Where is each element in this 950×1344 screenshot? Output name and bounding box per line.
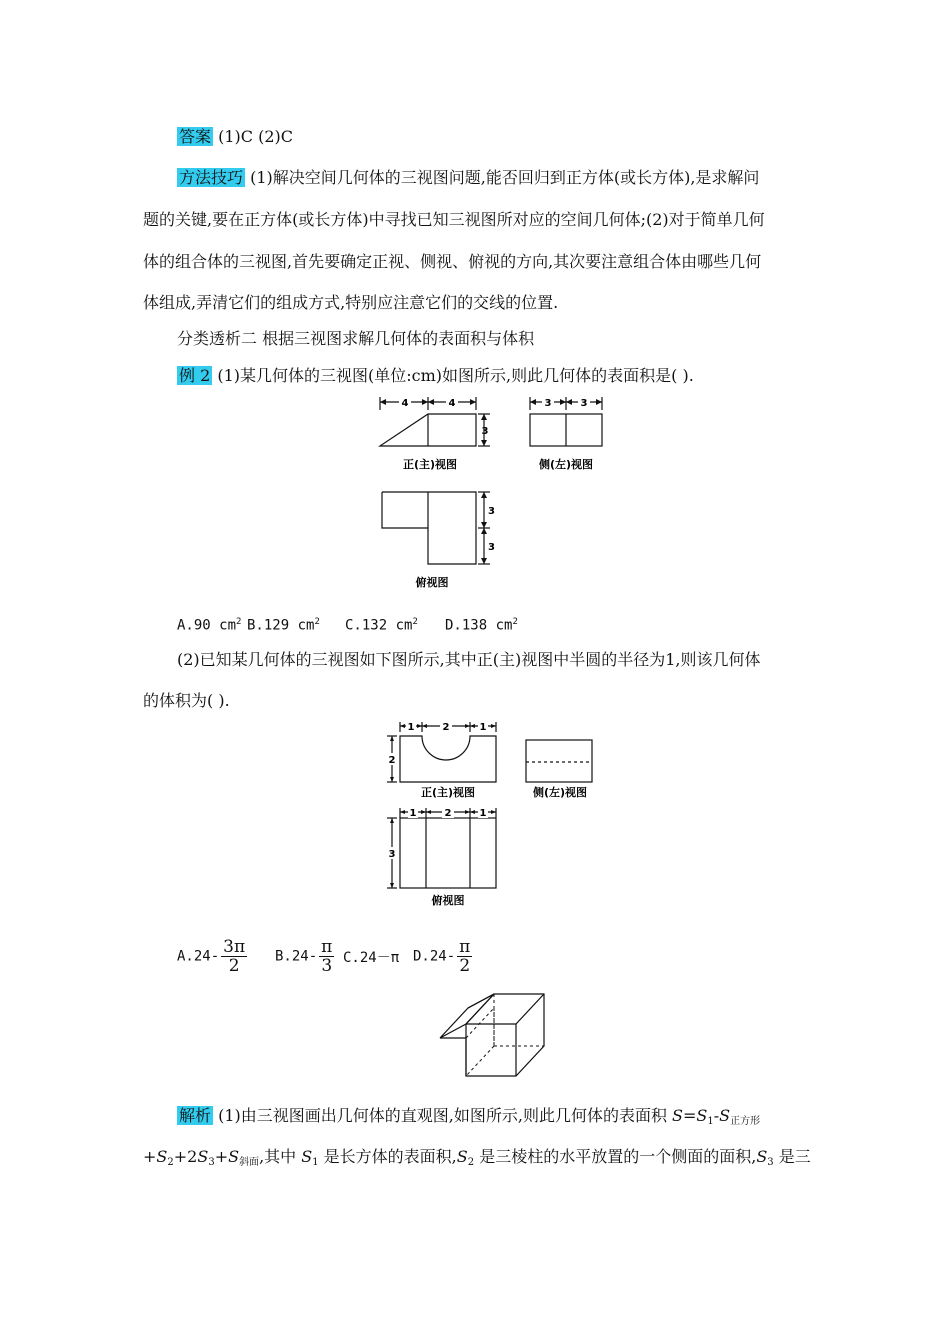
q2-options: [177, 938, 842, 982]
top-view-shape: [382, 492, 476, 564]
figure-3-svg: [436, 990, 554, 1078]
method-line-3: 体的组合体的三视图,首先要确定正视、侧视、俯视的方向,其次要注意组合体由哪些几何: [143, 252, 762, 271]
fig2-front-caption: 正(主)视图: [420, 786, 476, 799]
fig2-front-shape: [400, 736, 496, 782]
fig2-dim-1b: 1: [479, 722, 487, 733]
fig2-top-1a: 1: [409, 808, 417, 819]
fig2-dim-2: 2: [442, 722, 450, 733]
method-tag: 方法技巧: [179, 168, 244, 187]
example2-q1-text: (1)某几何体的三视图(单位:cm)如图所示,则此几何体的表面积是( ).: [212, 366, 694, 385]
answer-text: (1)C (2)C: [213, 127, 293, 146]
fig2-dim-1a: 1: [407, 722, 415, 733]
q2-line-1: (2)已知某几何体的三视图如下图所示,其中正(主)视图中半圆的半径为1,则该几何体: [177, 650, 761, 669]
top-dim-3b: 3: [488, 542, 495, 553]
fig2-top-2: 2: [444, 808, 452, 819]
figure-2-svg: [382, 720, 612, 912]
side-dim-3b: 3: [580, 398, 588, 409]
figure-1-three-views: [370, 394, 620, 594]
fig2-side-shape: [526, 740, 592, 782]
q2-option-a: A.24- $\frac{3\pi}{2}$: [177, 937, 246, 976]
q1-option-c: C.132 $cm^2$: [345, 617, 418, 634]
answer-line: [177, 127, 842, 147]
fig1-top-caption: 俯视图: [415, 576, 449, 589]
wedge-top: [440, 994, 494, 1038]
top-dim-3a: 3: [488, 506, 495, 517]
figure-3-solid: [436, 990, 554, 1078]
example2-q1: [177, 366, 842, 386]
q2-line-2: 的体积为( ).: [143, 691, 230, 710]
front-dim-3: 3: [481, 426, 489, 437]
fig2-top-1b: 1: [479, 808, 487, 819]
fig1-front-caption: 正(主)视图: [402, 458, 458, 471]
fig2-top-h: 3: [388, 849, 396, 860]
side-dim-3a: 3: [544, 398, 552, 409]
figure-2-three-views: [382, 720, 612, 912]
front-dim-4a: 4: [401, 398, 409, 409]
q1-option-b: B.129 $cm^2$: [247, 617, 320, 634]
method-line-1: [177, 168, 842, 188]
q2-option-c: C.24－π: [343, 950, 400, 966]
method-line-2: 题的关键,要在正方体(或长方体)中寻找已知三视图所对应的空间几何体;(2)对于简单几何: [143, 210, 765, 229]
fig2-top-shape: [400, 818, 496, 888]
analysis-line-1: 解析 (1)由三视图画出几何体的直观图,如图所示,则此几何体的表面积 $S=S_1-S_{正方形}$: [179, 1106, 761, 1127]
method-line-4: 体组成,弄清它们的组成方式,特别应注意它们的交线的位置.: [143, 293, 559, 312]
section-title: 分类透析二 根据三视图求解几何体的表面积与体积: [177, 329, 535, 348]
front-dim-4b: 4: [448, 398, 456, 409]
fig2-side-caption: 侧(左)视图: [532, 786, 588, 799]
fig2-dim-h: 2: [388, 755, 396, 766]
answer-tag: 答案: [179, 127, 212, 146]
q1-option-a: A.90 $cm^2$: [177, 617, 242, 634]
method-text-1: (1)解决空间几何体的三视图问题,能否回归到正方体(或长方体),是求解问: [245, 168, 760, 187]
example2-tag: 例 2: [179, 366, 211, 385]
figure-1-svg: [370, 394, 620, 594]
fig2-top-caption: 俯视图: [431, 894, 465, 907]
q1-option-d: D.138 $cm^2$: [445, 617, 518, 634]
analysis-line-2: $+S_2+2S_3+S_{斜面}$,其中 $S_1$ 是长方体的表面积$,S_2$ 是三棱柱的水平放置的一个侧面的面积$,S_3$ 是三: [143, 1147, 811, 1168]
q2-option-d: D.24- $\frac{\pi}{2}$: [413, 937, 471, 976]
q2-option-b: B.24- $\frac{\pi}{3}$: [275, 937, 333, 976]
analysis-tag: 解析: [179, 1106, 212, 1125]
fig1-side-caption: 侧(左)视图: [538, 458, 594, 471]
